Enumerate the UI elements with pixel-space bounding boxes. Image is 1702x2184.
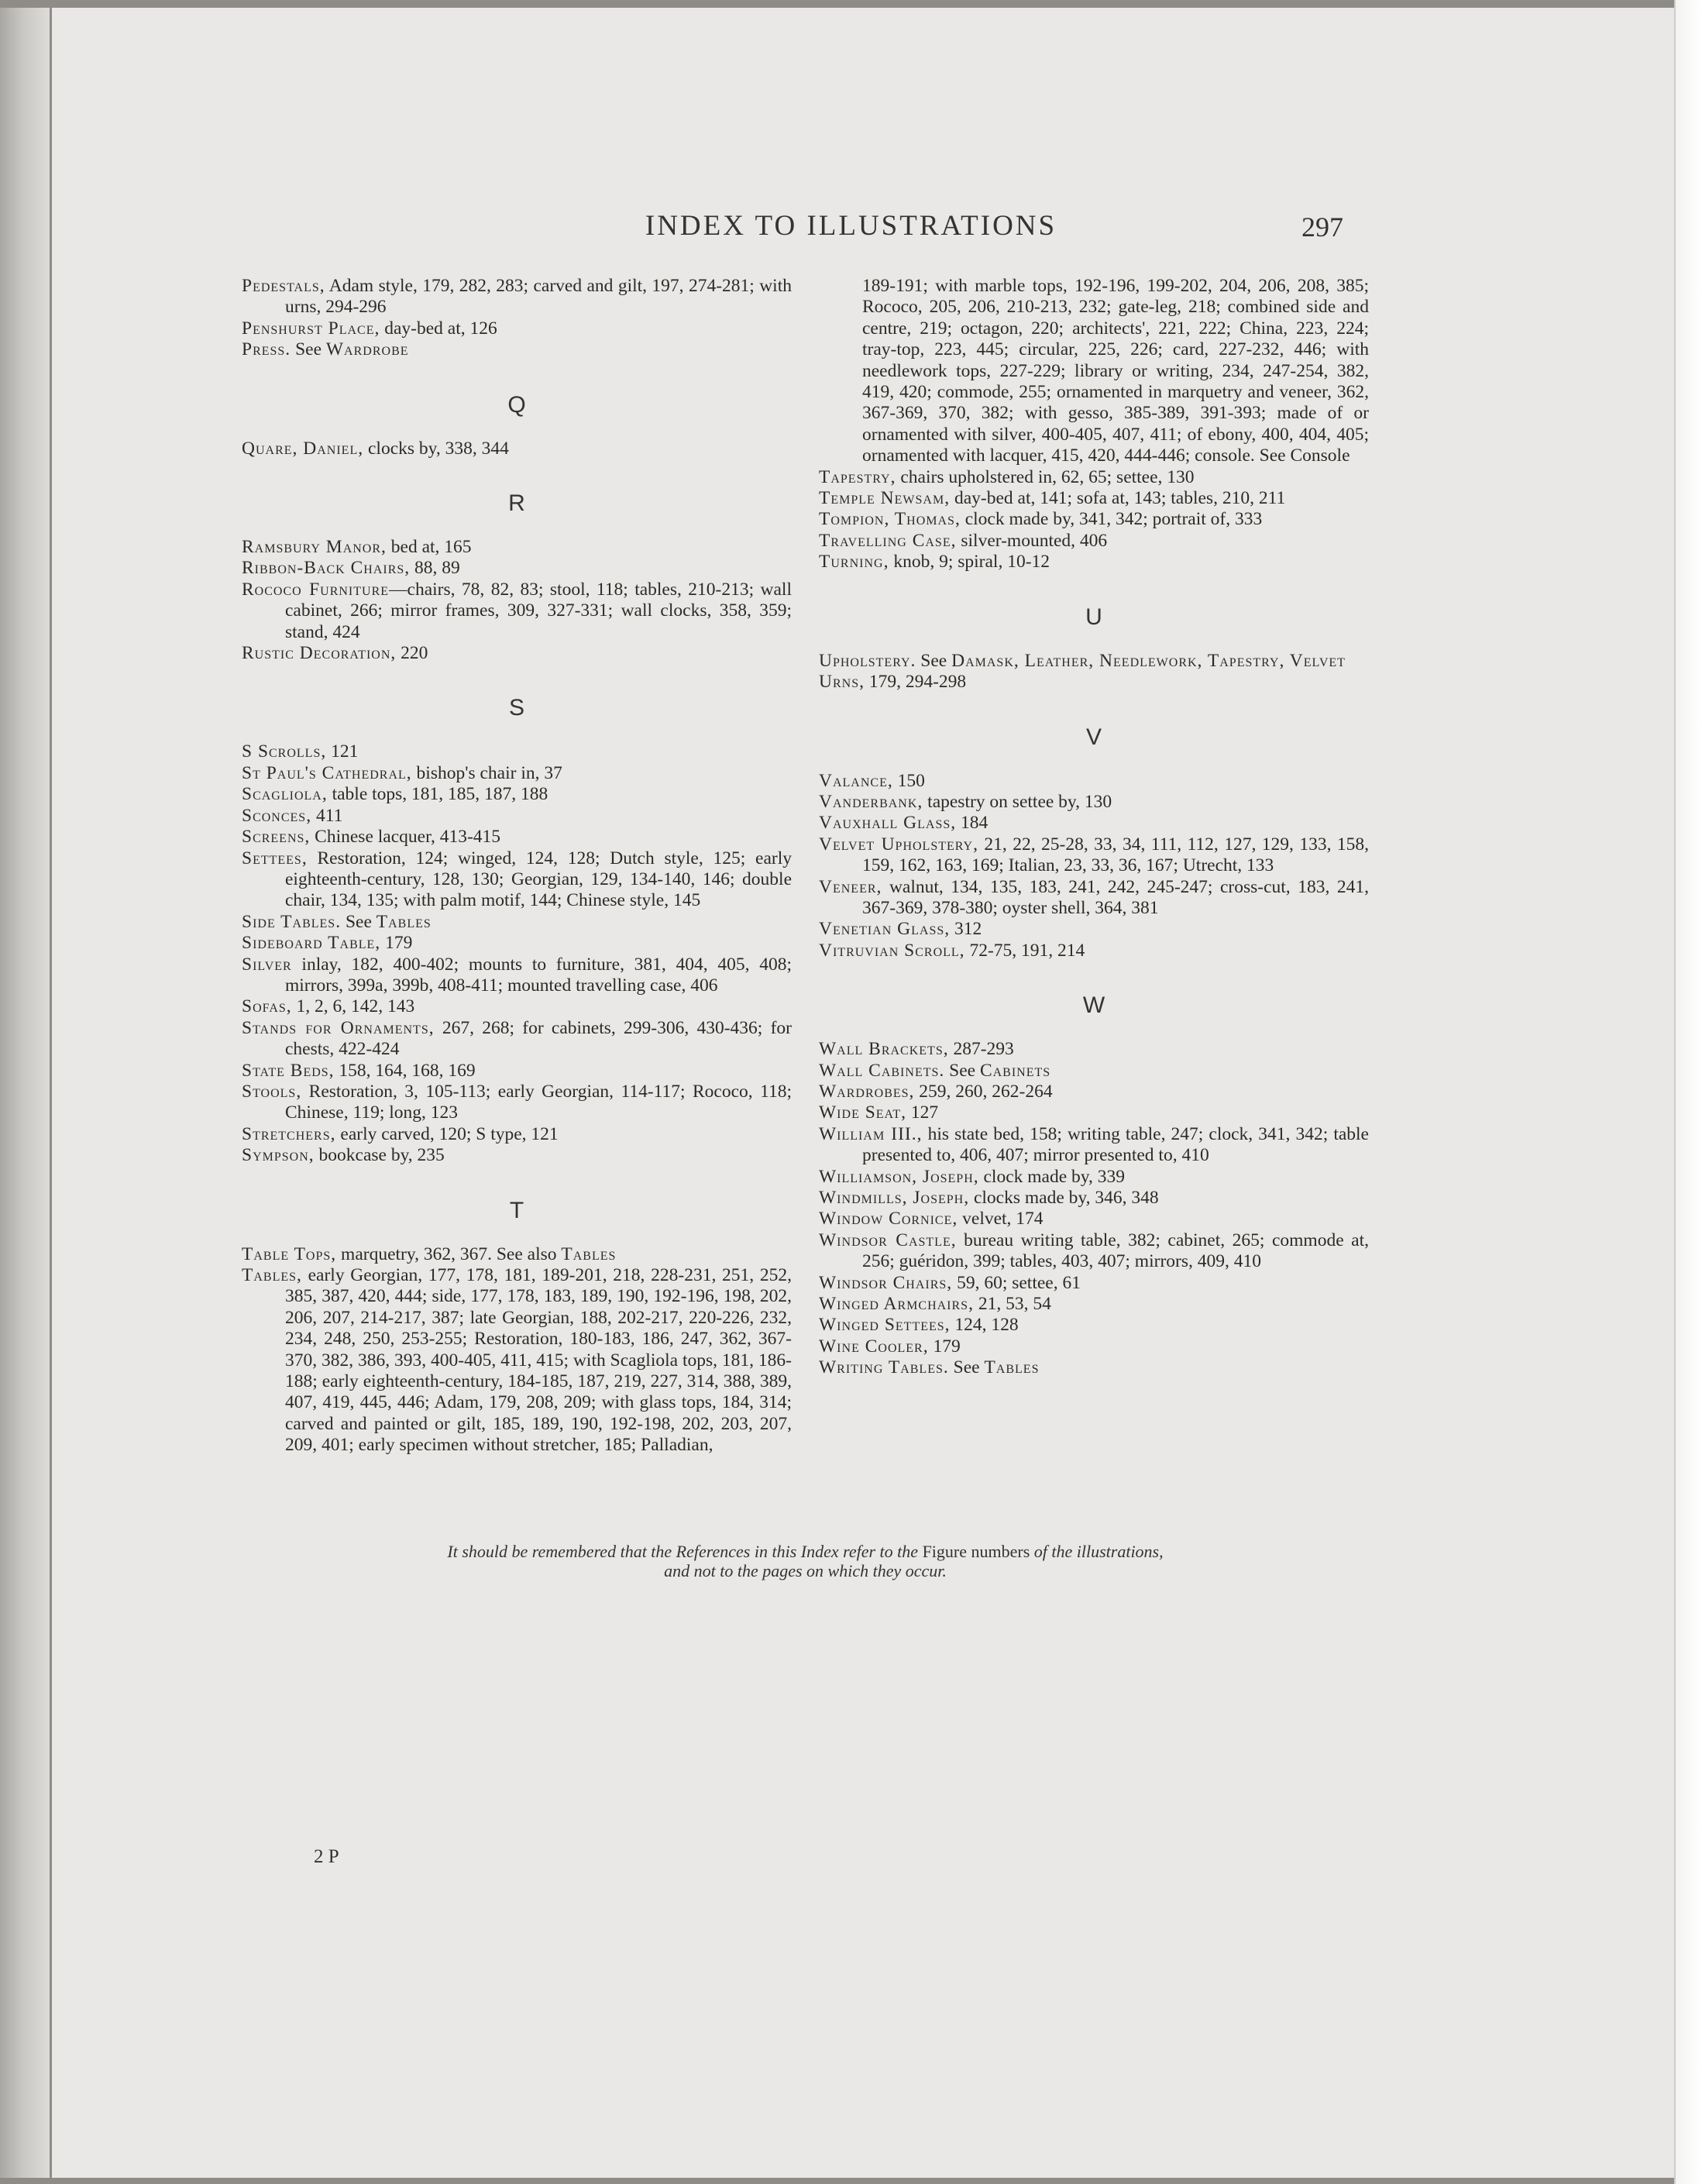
index-entry-references: See [916, 650, 952, 671]
index-entry-references: clocks by, 338, 344 [363, 438, 509, 459]
index-entry-references: Restoration, 124; winged, 124, 128; Dutch style, 125; early eighteenth-century, 128, 130; Georgian, 129, 134-140, 146; double chair, 134, 135; with palm motif, 144; Chinese style, 145 [285, 848, 792, 911]
index-entry-heading: Urns, [819, 672, 865, 693]
index-group-q [242, 439, 792, 459]
index-entry-heading: Table Tops, [242, 1243, 337, 1264]
index-entry [819, 1294, 1369, 1315]
index-entry [819, 1167, 1369, 1188]
footnote [242, 1542, 1369, 1580]
index-entry-heading: Settees, [242, 848, 308, 868]
index-entry-heading: Side Tables. [242, 911, 342, 932]
index-entry-references: inlay, 182, 400-402; mounts to furniture, 381, 404, 405, 408; mirrors, 399a, 399b, 408-411; mounted travelling case, 406 [285, 954, 792, 996]
index-entry-heading: State Beds, [242, 1060, 335, 1081]
index-entry-references: 88, 89 [410, 558, 460, 579]
index-cross-reference: Cabinets [979, 1060, 1051, 1081]
index-entry-heading: Silver [242, 954, 292, 975]
index-entry-references: tapestry on settee by, 130 [923, 791, 1112, 812]
index-entry [242, 339, 792, 360]
index-entry-heading: Writing Tables. [819, 1357, 949, 1378]
index-cross-reference: Tables [376, 911, 432, 932]
page-right-edge [1674, 0, 1702, 2184]
tables-entry-continued: 189-191; with marble tops, 192-196, 199-202, 204, 206, 208, 385; Rococo, 205, 206, 210-213, 232; gate-leg, 218; combined side and centre, 219; octagon, 220; architects', 221, 222; China, 223, 224; tray-top, 223, 445; circular, 225, 226; card, 227-232, 446; with needlework tops, 227-229; library or writing, 234, 247-254, 382, 419, 420; commode, 255; ornamented in marquetry and veneer, 362, 367-369, 370, 382; with gesso, 385-389, 391-393; made of or ornamented with silver, 400-405, 407, 411; of ebony, 400, 404, 405; ornamented with lacquer, 415, 420, 444-446; console. See Console [862, 276, 1369, 466]
index-entry [242, 318, 792, 339]
index-entry-references: See [944, 1060, 980, 1081]
index-entry-heading: Sconces, [242, 805, 312, 826]
index-entry-heading: Wall Brackets, [819, 1039, 949, 1060]
page-top-edge [0, 0, 1702, 8]
index-entry [819, 1315, 1369, 1336]
index-entry-heading: Wall Cabinets. [819, 1060, 945, 1081]
index-entry [242, 558, 792, 579]
index-entry-heading: Valance, [819, 770, 893, 791]
index-entry-references: 21, 53, 54 [973, 1294, 1051, 1315]
page-number: 297 [1301, 212, 1343, 242]
index-entry-heading: Rococo Furniture [242, 579, 390, 600]
index-entry-heading: Press. [242, 339, 291, 360]
index-cross-reference: Damask, Leather, Needlework, Tapestry, Velvet [951, 650, 1346, 671]
section-letter-w: W [1082, 992, 1105, 1019]
index-entry [819, 672, 1369, 693]
gutter-edge-line [50, 0, 52, 2184]
index-entry [242, 996, 792, 1017]
index-entry [819, 834, 1369, 877]
index-entry-heading: Tompion, Thomas, [819, 509, 961, 530]
index-entry-heading: Scagliola, [242, 784, 328, 805]
page-bottom-edge [0, 2178, 1702, 2184]
index-entry-heading: Windmills, Joseph, [819, 1188, 970, 1208]
index-entry-references: Restoration, 3, 105-113; early Georgian, 114-117; Rococo, 118; Chinese, 119; long, 123 [285, 1081, 792, 1123]
index-entry-heading: Veneer, [819, 876, 882, 897]
index-entry [242, 784, 792, 805]
footnote-text-line2: and not to the pages on which they occur. [664, 1561, 947, 1580]
index-entry-heading: Travelling Case, [819, 530, 957, 551]
index-entry [819, 1102, 1369, 1123]
index-entry-heading: Velvet Upholstery, [819, 834, 978, 855]
section-letter-r: R [508, 490, 525, 517]
index-entry-heading: Tapestry, [819, 466, 896, 487]
index-entry [819, 941, 1369, 961]
index-entry [819, 813, 1369, 834]
index-group-s [242, 741, 792, 1166]
index-entry-references: clocks made by, 346, 348 [969, 1188, 1159, 1208]
index-entry [242, 827, 792, 848]
index-entry-heading: Wardrobes, [819, 1081, 915, 1102]
index-entry-references: early carved, 120; S type, 121 [335, 1123, 559, 1144]
index-entry [819, 1357, 1369, 1378]
footnote-text-part3: of the illustrations, [1030, 1542, 1164, 1561]
index-entry-references: 1, 2, 6, 142, 143 [291, 996, 415, 1017]
index-entry-heading: William III., [819, 1123, 923, 1144]
index-group-t-cont [819, 467, 1369, 573]
index-entry-references: 287-293 [948, 1039, 1014, 1060]
index-entry [242, 643, 792, 664]
index-entry-references: silver-mounted, 406 [956, 530, 1108, 551]
index-entry-references: 179 [928, 1336, 961, 1357]
index-entry [819, 552, 1369, 573]
index-entry-references: —chairs, 78, 82, 83; stool, 118; tables, 210-213; wall cabinet, 266; mirror frames, 309, 327-331; wall clocks, 358, 359; stand, 424 [285, 579, 792, 642]
running-head-title: INDEX TO ILLUSTRATIONS [645, 210, 1057, 242]
index-entry-references: 124, 128 [950, 1315, 1019, 1336]
index-entry [242, 276, 792, 318]
index-group-u [819, 651, 1369, 693]
index-entry [242, 1124, 792, 1145]
index-entry-heading: Temple Newsam, [819, 488, 951, 509]
index-entry-heading: Quare, Daniel, [242, 438, 364, 459]
index-entry-references: 72-75, 191, 214 [964, 940, 1085, 961]
index-entry-references: 267, 268; for cabinets, 299-306, 430-436; for chests, 422-424 [285, 1017, 792, 1060]
index-entry-heading: Ramsbury Manor, [242, 537, 387, 558]
index-entry-heading: Stands for Ornaments, [242, 1017, 435, 1038]
index-entry-references: bed at, 165 [386, 537, 472, 558]
index-entry [819, 467, 1369, 488]
index-entry-references: See [341, 911, 377, 932]
index-entry-references: 150 [892, 770, 925, 791]
index-entry-references: 220 [396, 643, 428, 664]
index-entry-references: table tops, 181, 185, 187, 188 [327, 784, 548, 805]
index-entry-heading: Vauxhall Glass, [819, 813, 957, 834]
index-entry [819, 919, 1369, 940]
index-entry [242, 1265, 792, 1457]
index-entry [242, 1244, 792, 1265]
index-group-p [242, 276, 792, 361]
index-entry-references: 184 [956, 813, 989, 834]
index-entry [819, 488, 1369, 509]
index-entry-heading: Winged Armchairs, [819, 1294, 974, 1315]
index-entry-references: 312 [950, 919, 982, 940]
index-entry-references: 59, 60; settee, 61 [952, 1272, 1081, 1293]
index-entry-references: knob, 9; spiral, 10-12 [889, 552, 1050, 573]
index-cross-reference: Wardrobe [325, 339, 409, 360]
index-entry-heading: Rustic Decoration, [242, 643, 397, 664]
index-entry [242, 848, 792, 912]
index-column-right [819, 276, 1369, 1379]
index-entry-references: day-bed at, 141; sofa at, 143; tables, 210, 211 [950, 488, 1286, 509]
index-entry [819, 509, 1369, 530]
index-group-t [242, 1244, 792, 1457]
index-entry-references: 179, 294-298 [864, 672, 967, 693]
footnote-text-part1: It should be remembered that the References in this Index refer to the [447, 1542, 923, 1561]
index-entry-references: chairs upholstered in, 62, 65; settee, 130 [896, 466, 1195, 487]
index-entry-heading: Pedestals, [242, 276, 325, 296]
index-entry [819, 1336, 1369, 1357]
footnote-text-part2: Figure numbers [922, 1542, 1030, 1561]
index-entry [819, 877, 1369, 920]
index-entry [242, 741, 792, 762]
index-entry [242, 1145, 792, 1166]
index-entry-references: See [948, 1357, 985, 1378]
index-entry-references: 411 [311, 805, 343, 826]
index-entry-heading: Venetian Glass, [819, 919, 951, 940]
index-column-left [242, 276, 792, 1457]
index-entry [819, 1273, 1369, 1294]
index-entry-heading: Stools, [242, 1081, 302, 1102]
index-entry [242, 954, 792, 997]
index-entry-heading: Sideboard Table, [242, 933, 381, 954]
index-entry-heading: Windsor Chairs, [819, 1272, 953, 1293]
index-entry-heading: Wine Cooler, [819, 1336, 929, 1357]
index-entry-references: 158, 164, 168, 169 [334, 1060, 476, 1081]
index-entry-references: 21, 22, 25-28, 33, 34, 111, 112, 127, 129, 133, 158, 159, 162, 163, 169; Italian, 23, 33, 36, 167; Utrecht, 133 [862, 834, 1369, 876]
index-entry-heading: Tables, [242, 1265, 302, 1285]
index-entry-references: bureau writing table, 382; cabinet, 265; commode at, 256; guéridon, 399; tables, 403, 407; mirrors, 409, 410 [862, 1230, 1369, 1272]
index-group-w [819, 1039, 1369, 1379]
index-entry-heading: S Scrolls, [242, 741, 327, 762]
index-entry-heading: Winged Settees, [819, 1315, 951, 1336]
index-entry-heading: Turning, [819, 552, 889, 573]
index-entry-heading: Vitruvian Scroll, [819, 940, 965, 961]
index-entry-references: velvet, 174 [958, 1209, 1044, 1230]
index-entry-references: walnut, 134, 135, 183, 241, 242, 245-247; cross-cut, 183, 241, 367-369, 378-380; oyster shell, 364, 381 [862, 876, 1369, 918]
index-entry [819, 1209, 1369, 1230]
index-entry [242, 1061, 792, 1082]
index-entry-references: his state bed, 158; writing table, 247; clock, 341, 342; table presented to, 406, 407; mirror presented to, 410 [862, 1123, 1369, 1166]
index-entry [242, 537, 792, 558]
index-entry [242, 763, 792, 784]
index-entry-heading: Williamson, Joseph, [819, 1166, 979, 1187]
index-entry-heading: Wide Seat, [819, 1102, 906, 1123]
index-entry-heading: Vanderbank, [819, 791, 923, 812]
index-entry [242, 439, 792, 459]
index-entry-references: 127 [906, 1102, 939, 1123]
index-entry [242, 1082, 792, 1124]
index-entry [242, 580, 792, 643]
index-entry-heading: Stretchers, [242, 1123, 336, 1144]
index-group-r [242, 537, 792, 664]
index-entry-heading: Window Cornice, [819, 1209, 958, 1230]
index-entry-references: clock made by, 339 [978, 1166, 1126, 1187]
index-entry-heading: St Paul's Cathedral, [242, 762, 412, 783]
index-entry [819, 531, 1369, 552]
index-entry-references: Adam style, 179, 282, 283; carved and gilt, 197, 274-281; with urns, 294-296 [285, 276, 792, 318]
index-entry-references: See [291, 339, 326, 360]
index-entry-references: 259, 260, 262-264 [914, 1081, 1053, 1102]
index-entry-references: 179 [380, 933, 413, 954]
section-letter-s: S [508, 695, 524, 721]
page-gutter [0, 0, 50, 2184]
index-entry-references: marquetry, 362, 367. See also [336, 1243, 562, 1264]
section-letter-v: V [1085, 724, 1102, 750]
index-entry [819, 1188, 1369, 1209]
index-entry-heading: Upholstery. [819, 650, 916, 671]
index-entry-heading: Penshurst Place, [242, 318, 380, 339]
index-entry-references: bookcase by, 235 [314, 1145, 445, 1166]
index-entry [819, 1061, 1369, 1082]
index-entry-references: bishop's chair in, 37 [411, 762, 562, 783]
index-cross-reference: Tables [984, 1357, 1040, 1378]
index-entry-heading: Sofas, [242, 996, 292, 1017]
index-entry [819, 651, 1369, 672]
section-letter-t: T [509, 1197, 524, 1223]
index-entry [242, 806, 792, 827]
index-entry-heading: Ribbon-Back Chairs, [242, 558, 411, 579]
index-entry-references: early Georgian, 177, 178, 181, 189-201, 218, 228-231, 251, 252, 385, 387, 420, 444; side, 177, 178, 183, 189, 190, 192-196, 198, 202, 206, 207, 214-217, 387; late Georgian, 188, 202-217, 220-226, 232, 234, 248, 250, 253-255; Restoration, 180-183, 186, 247, 362, 367-370, 382, 386, 393, 400-405, 411, 415; with Scagliola tops, 181, 186-188; early eighteenth-century, 184-185, 187, 219, 227, 314, 388, 389, 407, 419, 445, 446; Adam, 179, 208, 209; with glass tops, 184, 314; carved and painted or gilt, 185, 189, 190, 192-198, 202, 203, 207, 209, 401; early specimen without stretcher, 185; Palladian, [285, 1265, 792, 1456]
index-entry [819, 771, 1369, 792]
index-entry [242, 1018, 792, 1061]
index-entry-heading: Sympson, [242, 1145, 315, 1166]
index-entry-heading: Screens, [242, 827, 311, 848]
index-entry-heading: Windsor Castle, [819, 1230, 957, 1250]
index-entry [819, 1082, 1369, 1102]
index-group-v [819, 771, 1369, 962]
index-cross-reference: Tables [561, 1243, 617, 1264]
index-entry [819, 792, 1369, 813]
section-letter-u: U [1085, 604, 1102, 630]
index-entry-references: day-bed at, 126 [380, 318, 497, 339]
section-letter-q: Q [507, 391, 526, 418]
index-entry [819, 1230, 1369, 1273]
printer-signature-mark: 2 P [314, 1846, 339, 1867]
index-entry-references: Chinese lacquer, 413-415 [310, 827, 501, 848]
index-entry-references: 121 [326, 741, 359, 762]
index-entry [819, 1039, 1369, 1060]
index-entry [242, 933, 792, 954]
index-entry-references: clock made by, 341, 342; portrait of, 333 [960, 509, 1263, 530]
index-entry [242, 912, 792, 933]
index-entry [819, 1124, 1369, 1167]
